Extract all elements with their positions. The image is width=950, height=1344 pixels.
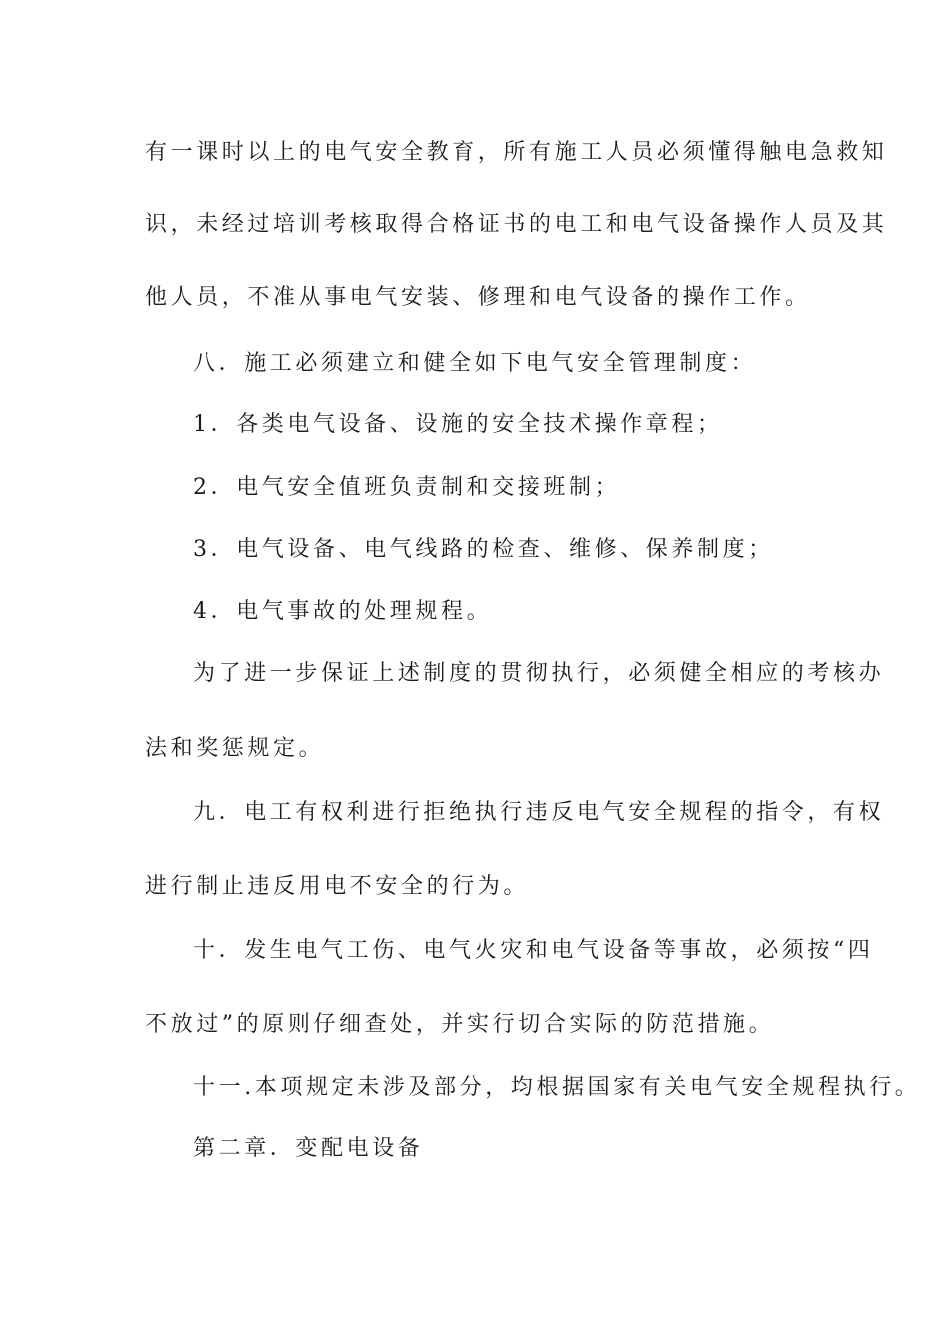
- paragraph-line: 不放过”的原则仔细查处，并实行切合实际的防范措施。: [145, 1012, 775, 1037]
- paragraph-line: 为了进一步保证上述制度的贯彻执行，必须健全相应的考核办: [193, 661, 885, 686]
- paragraph-line: 法和奖惩规定。: [145, 736, 325, 761]
- chapter-heading: 第二章．变配电设备: [193, 1136, 424, 1161]
- paragraph-line: 有一课时以上的电气安全教育，所有施工人员必须懂得触电急救知: [145, 140, 888, 165]
- section-heading-10: 十．发生电气工伤、电气火灾和电气设备等事故，必须按“四: [193, 938, 874, 963]
- section-heading-11: 十一.本项规定未涉及部分，均根据国家有关电气安全规程执行。: [193, 1075, 921, 1100]
- list-item: 3．电气设备、电气线路的检查、维修、保养制度；: [193, 537, 774, 562]
- section-heading-8: 八．施工必须建立和健全如下电气安全管理制度：: [193, 351, 757, 376]
- list-item: 1．各类电气设备、设施的安全技术操作章程；: [193, 412, 723, 437]
- list-item: 2．电气安全值班负责制和交接班制；: [193, 475, 621, 500]
- section-heading-9: 九．电工有权利进行拒绝执行违反电气安全规程的指令，有权: [193, 800, 885, 825]
- list-item: 4．电气事故的处理规程。: [193, 599, 493, 624]
- paragraph-line: 他人员，不准从事电气安装、修理和电气设备的操作工作。: [145, 285, 811, 310]
- paragraph-line: 识，未经过培训考核取得合格证书的电工和电气设备操作人员及其: [145, 212, 888, 237]
- paragraph-line: 进行制止违反用电不安全的行为。: [145, 874, 530, 899]
